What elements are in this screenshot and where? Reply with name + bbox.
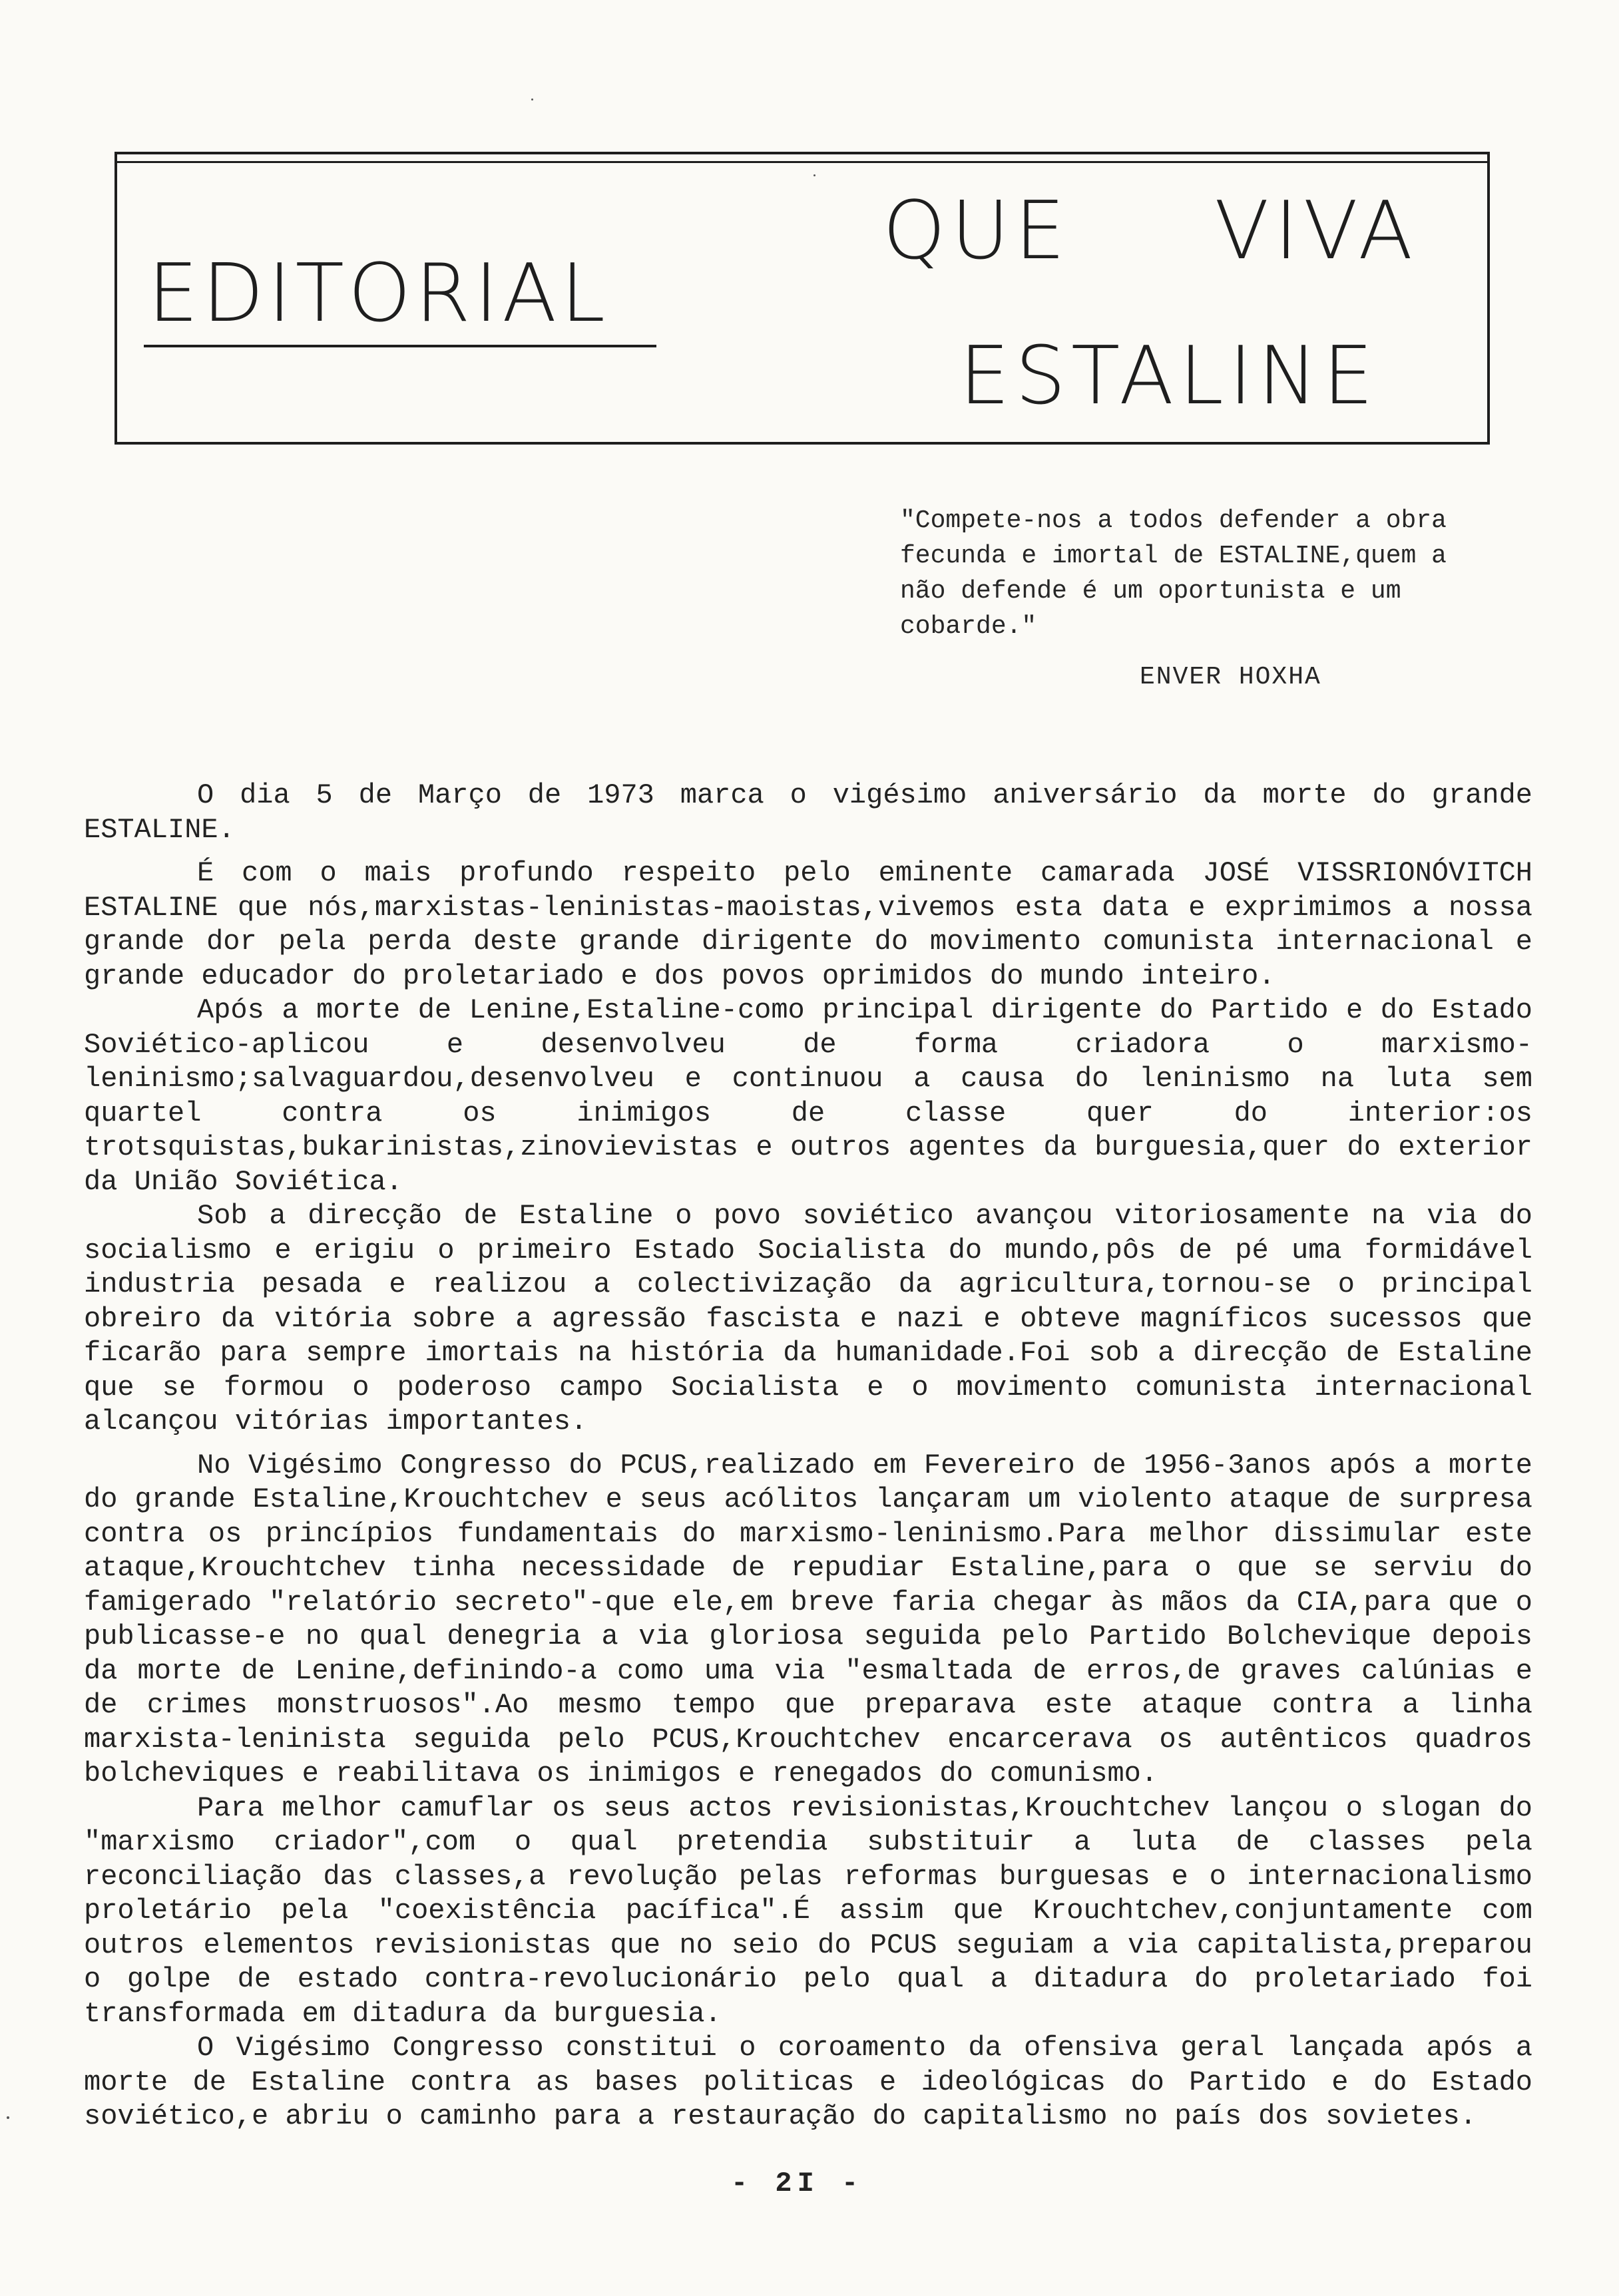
body-paragraph: Sob a direcção de Estaline o povo soviético avançou vitoriosamente na via do socialismo e erigiu o primeiro Estado Socialista do mundo,pôs de pé uma formidável industria pesada e realizou a colectivização da agricultura,tornou-se o principal obreiro da vitória sobre a agressão fascista e nazi e obteve magníficos sucessos que ficarão para sempre imortais na história da humanidade.Foi sob a direcção de Estaline que se formou o poderoso campo Socialista e o movimento comunista internacional alcançou vitórias importantes.	[84, 1200, 1532, 1437]
body-paragraph: O Vigésimo Congresso constitui o coroamento da ofensiva geral lançada após a morte de Estaline contra as bases politicas e ideológicas do Partido e do Estado soviético,e abriu o caminho para a restauração do capitalismo no país dos sovietes.	[84, 2032, 1532, 2132]
body-paragraph: Após a morte de Lenine,Estaline-como principal dirigente do Partido e do Estado Soviético-aplicou e desenvolveu de forma criadora o marxismo-leninismo;salvaguardou,desenvolveu e continuou a causa do leninismo na luta sem quartel contra os inimigos de classe quer do interior:os trotsquistas,bukarinistas,zinovievistas e outros agentes da burguesia,quer do exterior da União Soviética.	[84, 994, 1532, 1198]
scan-speck	[7, 2116, 9, 2119]
epigraph-quote: "Compete-nos a todos defender a obra fecunda e imortal de ESTALINE,quem a não defende é um oportunista e um cobarde."	[900, 506, 1447, 641]
scan-speck	[531, 98, 533, 100]
editorial-header-box	[115, 152, 1490, 445]
body-paragraph: O dia 5 de Março de 1973 marca o vigésimo aniversário da morte do grande ESTALINE.	[84, 779, 1532, 846]
section-label: EDITORIAL	[148, 248, 610, 340]
header-top-rule	[115, 161, 1490, 163]
title-line-2: ESTALINE	[959, 330, 1379, 423]
section-label-underline	[144, 345, 656, 347]
epigraph-author: ENVER HOXHA	[1140, 663, 1321, 691]
body-paragraph: É com o mais profundo respeito pelo eminente camarada JOSÉ VISSRIONÓVITCH ESTALINE que nós,marxistas-leninistas-maoistas,vivemos esta data e exprimimos a nossa grande dor pela perda deste grande dirigente do movimento comunista internacional e grande educador do proletariado e dos povos oprimidos do mundo inteiro.	[84, 857, 1532, 992]
page-number: - 2I -	[731, 2168, 864, 2200]
body-paragraph: Para melhor camuflar os seus actos revisionistas,Krouchtchev lançou o slogan do "marxismo criador",com o qual pretendia substituir a luta de classes pela reconciliação das classes,a revolução pelas reformas burguesas e o internacionalismo proletário pela "coexistência pacífica".É assim que Krouchtchev,conjuntamente com outros elementos revisionistas que no seio do PCUS seguiam a via capitalista,preparou o golpe de estado contra-revolucionário pelo qual a ditadura do proletariado foi transformada em ditadura da burguesia.	[84, 1792, 1532, 2030]
article-body	[84, 779, 1532, 2144]
body-paragraph: No Vigésimo Congresso do PCUS,realizado em Fevereiro de 1956-3anos após a morte do grande Estaline,Krouchtchev e seus acólitos lançaram um violento ataque de surpresa contra os princípios fundamentais do marxismo-leninismo.Para melhor dissimular este ataque,Krouchtchev tinha necessidade de repudiar Estaline,para o que se serviu do famigerado "relatório secreto"-que ele,em breve faria chegar às mãos da CIA,para que o publicasse-e no qual denegria a via gloriosa seguida pelo Partido Bolchevique depois da morte de Lenine,definindo-a como uma via "esmaltada de erros,de graves calúnias e de crimes monstruosos".Ao mesmo tempo que preparava este ataque contra a linha marxista-leninista seguida pelo PCUS,Krouchtchev encarcerava os autênticos quadros bolcheviques e reabilitava os inimigos e renegados do comunismo.	[84, 1449, 1532, 1790]
title-line-1: QUE VIVA	[883, 185, 1419, 278]
